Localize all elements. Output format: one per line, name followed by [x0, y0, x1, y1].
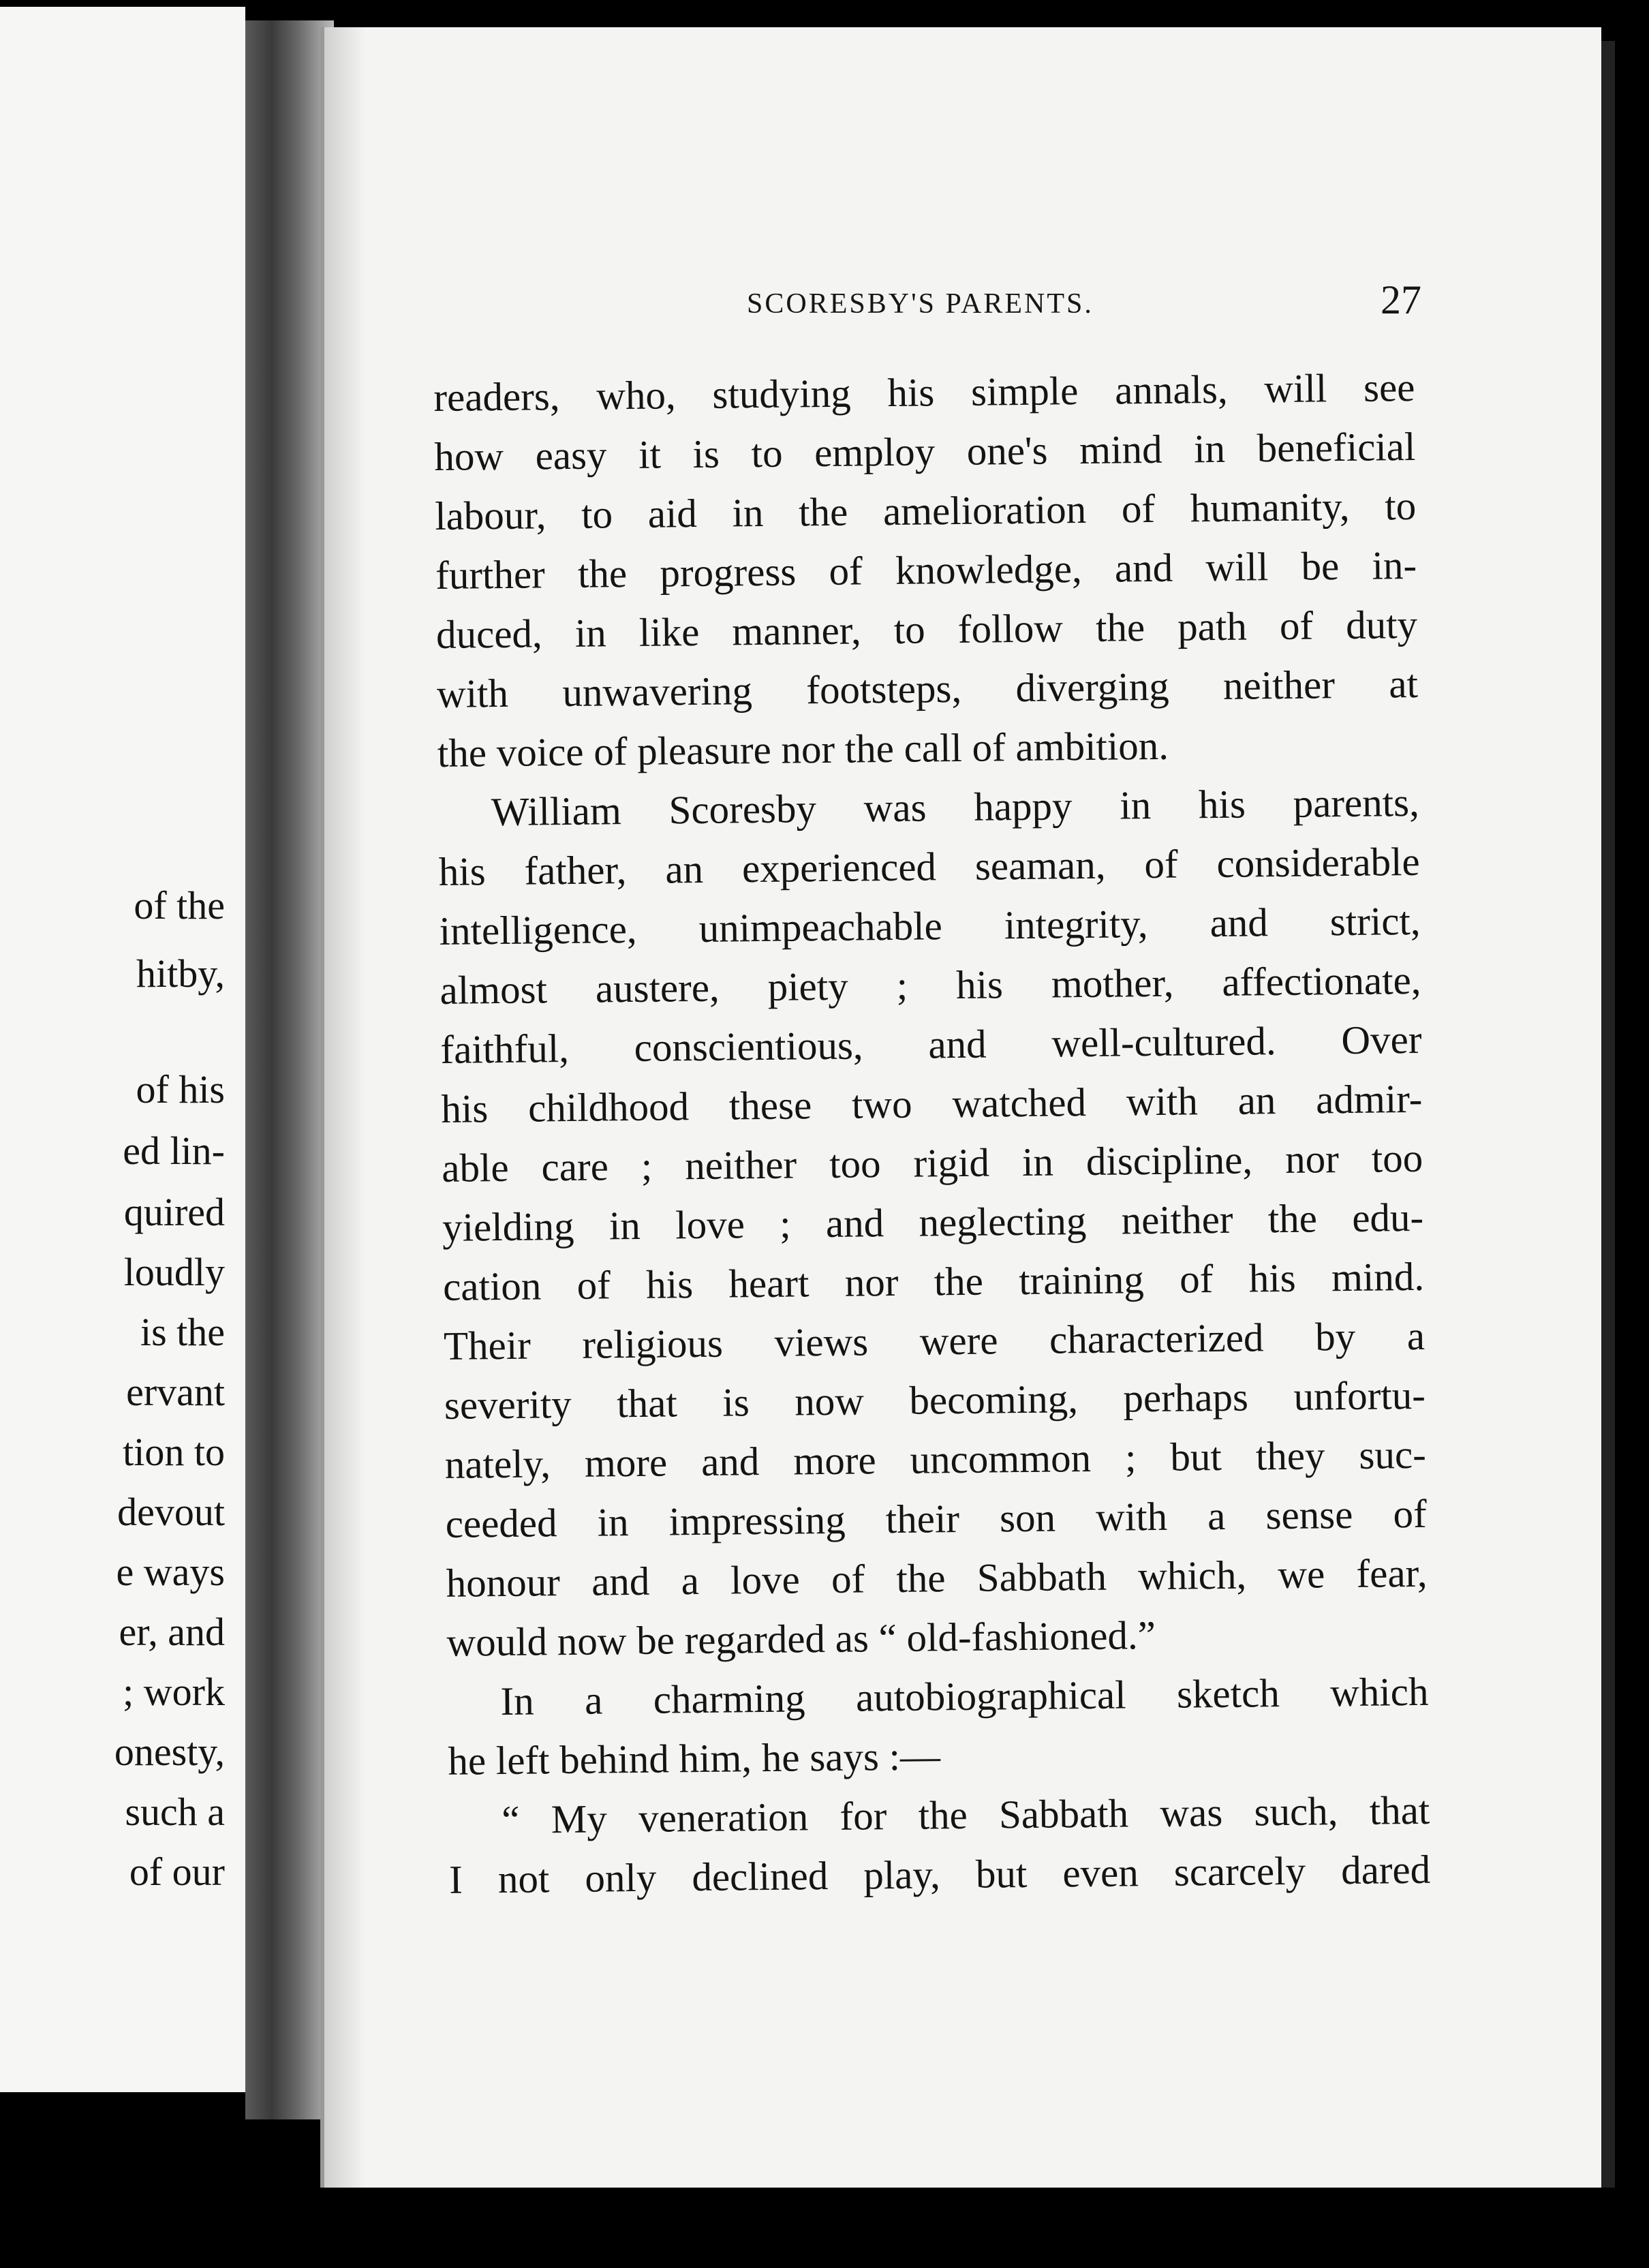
body-text [433, 358, 1431, 1910]
left-page-line: tion to [123, 1430, 225, 1474]
text-line: cation of his heart nor the training of his mind. [442, 1253, 1425, 1309]
text-line: he left behind him, he says :— [448, 1733, 941, 1783]
text-line: ceeded in impressing their son with a sense of [445, 1490, 1428, 1546]
left-page-line: onesty, [114, 1730, 225, 1774]
text-line: William Scoresby was happy in his parents, [491, 779, 1420, 835]
right-page [320, 27, 1601, 2188]
left-page-line: is the [140, 1310, 225, 1354]
left-page-line: ervant [126, 1370, 225, 1414]
text-line: further the progress of knowledge, and will be in- [435, 542, 1417, 598]
text-line: I not only declined play, but even scarcely dared [448, 1846, 1431, 1902]
text-line: labour, to aid in the amelioration of humanity, to [434, 482, 1417, 538]
text-line: readers, who, studying his simple annals, will see [433, 364, 1415, 420]
left-page-line: of his [136, 1067, 225, 1112]
left-page-line: ed lin- [123, 1129, 225, 1173]
text-line: intelligence, unimpeachable integrity, and strict, [439, 898, 1421, 953]
text-line: yielding in love ; and neglecting neither the edu- [442, 1194, 1424, 1250]
text-line: Their religious views were characterized by a [443, 1313, 1425, 1368]
text-line: severity that is now becoming, perhaps unfortu- [444, 1372, 1426, 1428]
left-page-line: devout [117, 1490, 225, 1534]
text-line: would now be regarded as “ old-fashioned.” [446, 1612, 1156, 1665]
running-head: SCORESBY'S PARENTS. [747, 288, 1094, 320]
left-page-line: of the [134, 883, 225, 928]
left-page-line: e ways [116, 1550, 225, 1594]
page-edge [1601, 41, 1615, 2188]
left-page-line: ; work [123, 1670, 225, 1714]
left-page-line: hitby, [136, 951, 225, 996]
text-line: duced, in like manner, to follow the path of duty [435, 601, 1418, 657]
left-page-line: quired [123, 1190, 225, 1234]
left-page-line: of our [129, 1850, 225, 1894]
text-line: his childhood these two watched with an admir- [441, 1075, 1423, 1131]
text-line: In a charming autobiographical sketch which [500, 1668, 1429, 1724]
text-line: with unwavering footsteps, diverging neither at [436, 660, 1419, 716]
text-line: faithful, conscientious, and well-cultured. Over [440, 1016, 1422, 1072]
text-line: almost austere, piety ; his mother, affectionate, [440, 957, 1421, 1013]
text-line: honour and a love of the Sabbath which, we fear, [446, 1550, 1428, 1606]
left-page-line: loudly [123, 1250, 225, 1294]
text-line: able care ; neither too rigid in discipline, nor too [441, 1135, 1423, 1191]
left-page [0, 7, 245, 2092]
text-line: his father, an experienced seaman, of considerable [438, 838, 1421, 894]
left-page-line: such a [125, 1790, 225, 1834]
text-line: how easy it is to employ one's mind in beneficial [434, 423, 1416, 479]
left-page-line: er, and [119, 1610, 225, 1654]
page-number: 27 [1381, 277, 1421, 322]
text-line: “ My veneration for the Sabbath was such, that [501, 1787, 1430, 1843]
text-line: the voice of pleasure nor the call of ambition. [437, 722, 1169, 776]
text-line: nately, more and more uncommon ; but they suc- [444, 1431, 1427, 1487]
